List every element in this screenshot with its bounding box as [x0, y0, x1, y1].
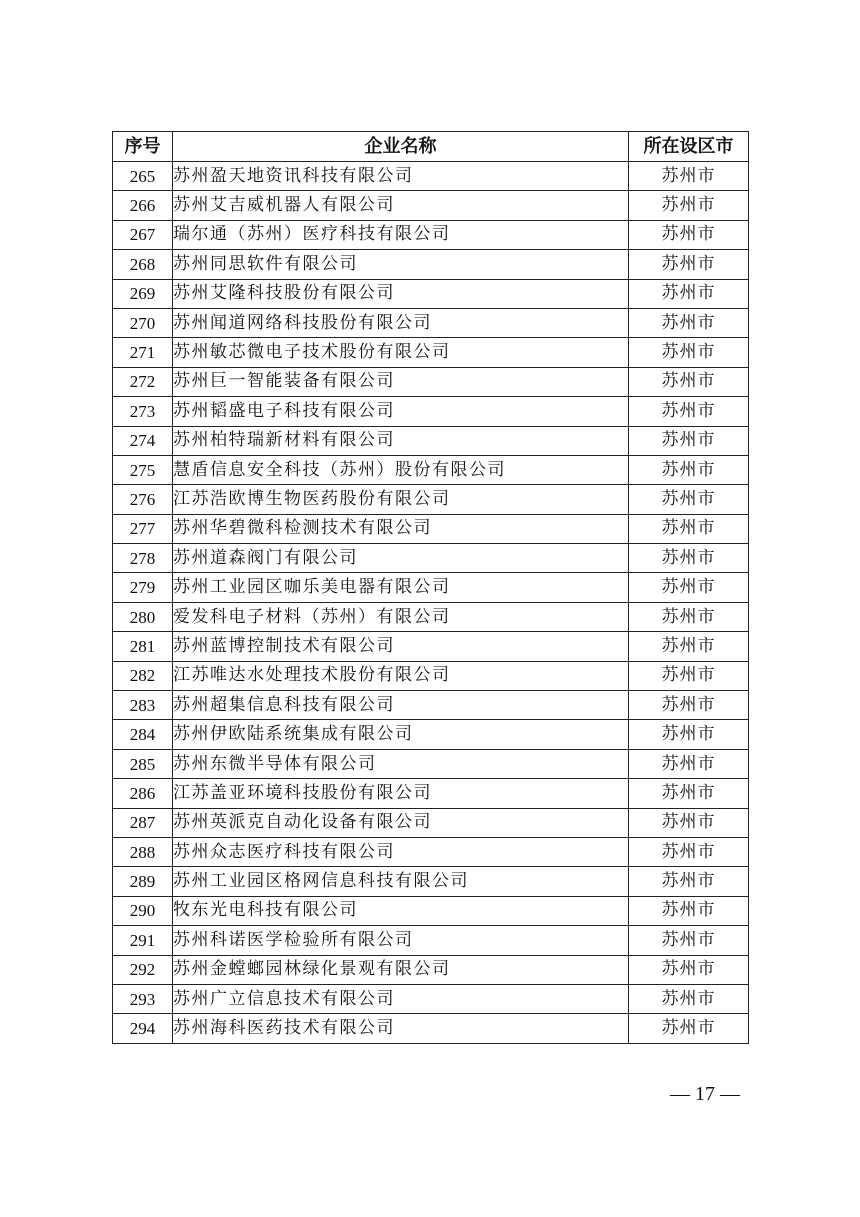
city-cell: 苏州市 — [629, 573, 749, 602]
city-cell: 苏州市 — [629, 544, 749, 573]
enterprise-name-cell: 苏州广立信息技术有限公司 — [173, 984, 629, 1013]
city-cell: 苏州市 — [629, 308, 749, 337]
enterprise-name-cell: 苏州艾吉威机器人有限公司 — [173, 191, 629, 220]
row-number-cell: 268 — [113, 250, 173, 279]
city-cell: 苏州市 — [629, 455, 749, 484]
table-row — [113, 1014, 749, 1043]
city-cell: 苏州市 — [629, 955, 749, 984]
city-cell: 苏州市 — [629, 602, 749, 631]
table-row — [113, 749, 749, 778]
table-row — [113, 250, 749, 279]
row-number-cell: 274 — [113, 426, 173, 455]
enterprise-name-cell: 苏州柏特瑞新材料有限公司 — [173, 426, 629, 455]
table-header-row — [113, 132, 749, 162]
row-number-cell: 289 — [113, 867, 173, 896]
row-number-cell: 288 — [113, 837, 173, 866]
enterprise-name-cell: 苏州伊欧陆系统集成有限公司 — [173, 720, 629, 749]
row-number-cell: 272 — [113, 367, 173, 396]
table-row — [113, 220, 749, 249]
row-number-cell: 291 — [113, 926, 173, 955]
enterprise-name-cell: 爱发科电子材料（苏州）有限公司 — [173, 602, 629, 631]
city-cell: 苏州市 — [629, 984, 749, 1013]
table-row — [113, 955, 749, 984]
table-row — [113, 279, 749, 308]
city-cell: 苏州市 — [629, 808, 749, 837]
enterprise-name-cell: 苏州工业园区咖乐美电器有限公司 — [173, 573, 629, 602]
enterprise-name-cell: 苏州巨一智能装备有限公司 — [173, 367, 629, 396]
table-row — [113, 779, 749, 808]
city-cell: 苏州市 — [629, 162, 749, 191]
city-cell: 苏州市 — [629, 397, 749, 426]
enterprise-name-cell: 苏州敏芯微电子技术股份有限公司 — [173, 338, 629, 367]
row-number-cell: 276 — [113, 485, 173, 514]
table-row — [113, 573, 749, 602]
city-cell: 苏州市 — [629, 220, 749, 249]
row-number-cell: 280 — [113, 602, 173, 631]
city-cell: 苏州市 — [629, 720, 749, 749]
table-body — [113, 162, 749, 1044]
table-row — [113, 544, 749, 573]
enterprise-name-cell: 苏州盈天地资讯科技有限公司 — [173, 162, 629, 191]
table-row — [113, 837, 749, 866]
table-row — [113, 632, 749, 661]
row-number-cell: 265 — [113, 162, 173, 191]
row-number-cell: 284 — [113, 720, 173, 749]
enterprise-name-cell: 苏州蓝博控制技术有限公司 — [173, 632, 629, 661]
table-row — [113, 808, 749, 837]
city-cell: 苏州市 — [629, 426, 749, 455]
table-row — [113, 162, 749, 191]
table-row — [113, 867, 749, 896]
enterprise-name-cell: 牧东光电科技有限公司 — [173, 896, 629, 925]
row-number-cell: 285 — [113, 749, 173, 778]
city-cell: 苏州市 — [629, 367, 749, 396]
city-cell: 苏州市 — [629, 279, 749, 308]
row-number-cell: 294 — [113, 1014, 173, 1043]
city-cell: 苏州市 — [629, 867, 749, 896]
table-row — [113, 426, 749, 455]
row-number-cell: 281 — [113, 632, 173, 661]
header-no: 序号 — [113, 132, 173, 162]
table-row — [113, 720, 749, 749]
enterprise-name-cell: 苏州超集信息科技有限公司 — [173, 691, 629, 720]
page-number: — 17 — — [670, 1083, 740, 1105]
enterprise-name-cell: 苏州韬盛电子科技有限公司 — [173, 397, 629, 426]
row-number-cell: 278 — [113, 544, 173, 573]
table-row — [113, 896, 749, 925]
enterprise-name-cell: 苏州闻道网络科技股份有限公司 — [173, 308, 629, 337]
table-row — [113, 397, 749, 426]
enterprise-name-cell: 苏州艾隆科技股份有限公司 — [173, 279, 629, 308]
table-row — [113, 984, 749, 1013]
row-number-cell: 270 — [113, 308, 173, 337]
row-number-cell: 273 — [113, 397, 173, 426]
enterprise-name-cell: 瑞尔通（苏州）医疗科技有限公司 — [173, 220, 629, 249]
table-row — [113, 367, 749, 396]
row-number-cell: 269 — [113, 279, 173, 308]
table-row — [113, 455, 749, 484]
header-name: 企业名称 — [173, 132, 629, 162]
city-cell: 苏州市 — [629, 338, 749, 367]
enterprise-name-cell: 苏州华碧微科检测技术有限公司 — [173, 514, 629, 543]
table-row — [113, 338, 749, 367]
city-cell: 苏州市 — [629, 691, 749, 720]
row-number-cell: 267 — [113, 220, 173, 249]
row-number-cell: 266 — [113, 191, 173, 220]
enterprise-name-cell: 苏州东微半导体有限公司 — [173, 749, 629, 778]
city-cell: 苏州市 — [629, 485, 749, 514]
enterprise-name-cell: 苏州众志医疗科技有限公司 — [173, 837, 629, 866]
row-number-cell: 290 — [113, 896, 173, 925]
enterprise-name-cell: 江苏浩欧博生物医药股份有限公司 — [173, 485, 629, 514]
city-cell: 苏州市 — [629, 661, 749, 690]
row-number-cell: 275 — [113, 455, 173, 484]
city-cell: 苏州市 — [629, 1014, 749, 1043]
enterprise-name-cell: 苏州工业园区格网信息科技有限公司 — [173, 867, 629, 896]
table-row — [113, 602, 749, 631]
city-cell: 苏州市 — [629, 896, 749, 925]
row-number-cell: 293 — [113, 984, 173, 1013]
enterprise-name-cell: 苏州道森阀门有限公司 — [173, 544, 629, 573]
row-number-cell: 282 — [113, 661, 173, 690]
header-city: 所在设区市 — [629, 132, 749, 162]
city-cell: 苏州市 — [629, 632, 749, 661]
enterprise-name-cell: 慧盾信息安全科技（苏州）股份有限公司 — [173, 455, 629, 484]
enterprise-name-cell: 苏州英派克自动化设备有限公司 — [173, 808, 629, 837]
row-number-cell: 279 — [113, 573, 173, 602]
enterprise-name-cell: 江苏盖亚环境科技股份有限公司 — [173, 779, 629, 808]
table-row — [113, 661, 749, 690]
table-row — [113, 308, 749, 337]
enterprise-name-cell: 苏州海科医药技术有限公司 — [173, 1014, 629, 1043]
row-number-cell: 271 — [113, 338, 173, 367]
table-row — [113, 514, 749, 543]
enterprise-name-cell: 苏州科诺医学检验所有限公司 — [173, 926, 629, 955]
row-number-cell: 277 — [113, 514, 173, 543]
enterprise-name-cell: 苏州同思软件有限公司 — [173, 250, 629, 279]
table-row — [113, 485, 749, 514]
enterprise-table — [112, 131, 749, 1044]
city-cell: 苏州市 — [629, 514, 749, 543]
row-number-cell: 292 — [113, 955, 173, 984]
city-cell: 苏州市 — [629, 837, 749, 866]
city-cell: 苏州市 — [629, 926, 749, 955]
enterprise-name-cell: 苏州金螳螂园林绿化景观有限公司 — [173, 955, 629, 984]
table-row — [113, 191, 749, 220]
row-number-cell: 287 — [113, 808, 173, 837]
table-row — [113, 926, 749, 955]
table-row — [113, 691, 749, 720]
city-cell: 苏州市 — [629, 191, 749, 220]
row-number-cell: 286 — [113, 779, 173, 808]
enterprise-name-cell: 江苏唯达水处理技术股份有限公司 — [173, 661, 629, 690]
city-cell: 苏州市 — [629, 749, 749, 778]
city-cell: 苏州市 — [629, 250, 749, 279]
city-cell: 苏州市 — [629, 779, 749, 808]
row-number-cell: 283 — [113, 691, 173, 720]
